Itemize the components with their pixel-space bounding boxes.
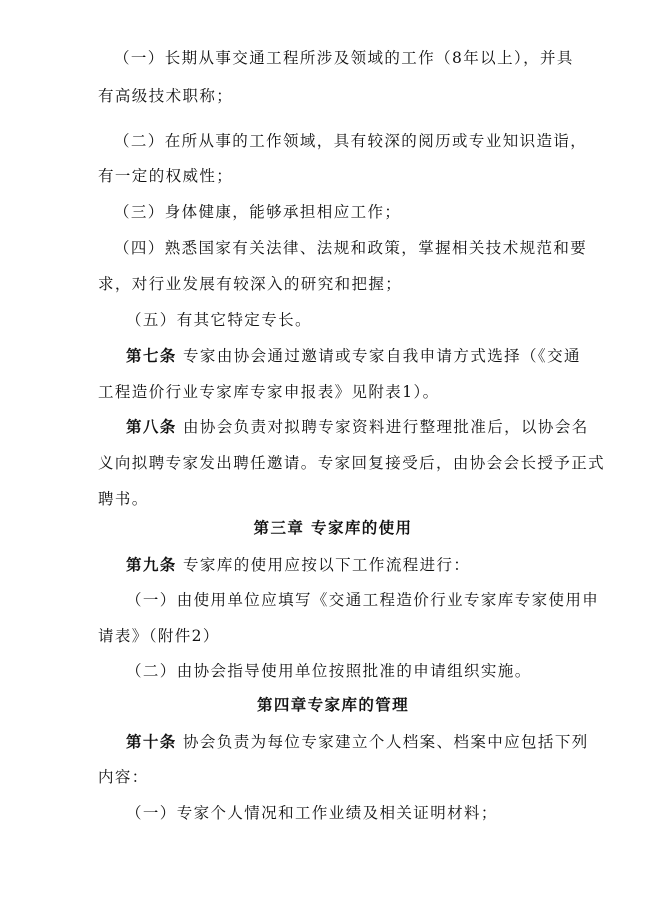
article-8-line-1 (126, 417, 606, 437)
article-10-label: 第十条 (126, 732, 177, 751)
article-10-line-1 (126, 732, 606, 752)
qualification-2-line-2: 有一定的权威性； (98, 167, 234, 185)
article-9-text: 专家库的使用应按以下工作流程进行： (183, 556, 471, 574)
qualification-2-line-1: （二）在所从事的工作领域，具有较深的阅历或专业知识造诣， (114, 132, 588, 150)
article-7-label: 第七条 (126, 346, 177, 365)
article-8-line-3: 聘书。 (98, 490, 149, 508)
article-9-line-1 (126, 555, 606, 575)
article-7-text: 专家由协会通过邀请或专家自我申请方式选择（《交通 (183, 347, 581, 365)
article-10-text: 协会负责为每位专家建立个人档案、档案中应包括下列 (183, 733, 589, 751)
procedure-1-line-1: （一）由使用单位应填写《交通工程造价行业专家库专家使用申 (126, 591, 600, 609)
chapter-3-heading: 第三章 专家库的使用 (253, 518, 413, 537)
qualification-3-line-1: （三）身体健康，能够承担相应工作； (114, 203, 402, 221)
qualification-1-line-2: 有高级技术职称； (98, 87, 234, 105)
article-8-text: 由协会负责对拟聘专家资料进行整理批准后，以协会名 (183, 418, 589, 436)
qualification-5-line-1: （五）有其它特定专长。 (126, 311, 312, 329)
qualification-4-line-2: 求，对行业发展有较深入的研究和把握； (98, 275, 403, 293)
record-1-line-1: （一）专家个人情况和工作业绩及相关证明材料； (126, 804, 498, 822)
article-8-line-2: 义向拟聘专家发出聘任邀请。专家回复接受后，由协会会长授予正式 (98, 454, 606, 472)
procedure-1-line-2: 请表》（附件2） (98, 627, 220, 645)
article-9-label: 第九条 (126, 555, 177, 574)
article-8-label: 第八条 (126, 417, 177, 436)
chapter-4-heading: 第四章专家库的管理 (256, 695, 410, 714)
article-10-line-2: 内容： (98, 768, 149, 786)
qualification-1-line-1: （一）长期从事交通工程所涉及领域的工作（8年以上），并具 (114, 49, 574, 67)
article-7-line-1 (126, 346, 606, 366)
procedure-2-line-1: （二）由协会指导使用单位按照批准的申请组织实施。 (126, 662, 532, 680)
article-7-line-2: 工程造价行业专家库专家申报表》见附表1）。 (98, 383, 440, 401)
qualification-4-line-1: （四）熟悉国家有关法律、法规和政策，掌握相关技术规范和要 (114, 239, 588, 257)
